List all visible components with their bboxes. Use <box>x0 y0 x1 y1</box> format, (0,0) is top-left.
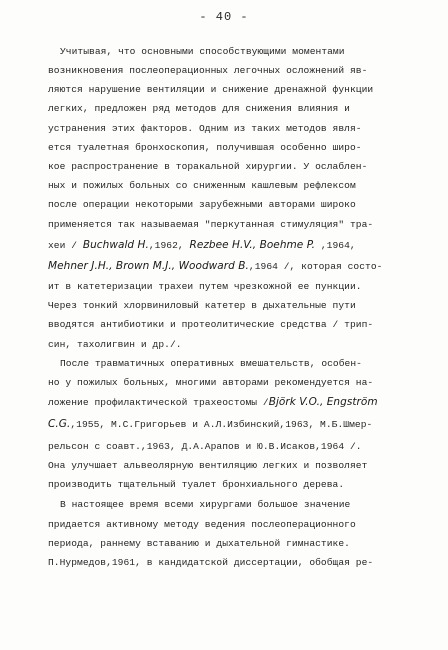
typed-text: ложение профилактической трахеостомы / <box>48 397 269 408</box>
text-line <box>48 102 350 115</box>
text-line <box>48 260 382 273</box>
typed-text: ляются нарушение вентиляции и снижение дренажной функции <box>48 84 374 95</box>
handwritten-citation: Björk V.O., Engström <box>268 396 378 408</box>
text-line <box>48 198 356 211</box>
text-line <box>48 218 373 231</box>
typed-text: легких, предложен ряд методов для снижения влияния и <box>48 103 350 114</box>
text-line <box>48 299 356 312</box>
text-line <box>48 239 356 252</box>
typed-text: П.Нурмедов,1961, в кандидатской диссертации, обобщая ре- <box>48 557 374 568</box>
handwritten-citation: Buchwald H. <box>82 239 149 251</box>
typed-text: придается активному методу ведения послеоперационного <box>48 519 356 530</box>
text-line <box>48 396 378 409</box>
text-line <box>48 338 182 351</box>
text-line <box>48 418 372 431</box>
text-line <box>60 357 362 370</box>
text-line <box>48 518 356 531</box>
text-line <box>48 318 373 331</box>
handwritten-citation: C.G. <box>48 418 71 430</box>
typed-text: ных и пожилых больных со сниженным кашлевым рефлексом <box>48 180 356 191</box>
typed-text: ется туалетная бронхоскопия, получившая особенно широ- <box>48 142 362 153</box>
typed-text: возникновения послеоперационных легочных осложнений яв- <box>48 65 368 76</box>
text-line <box>48 537 350 550</box>
text-line <box>48 141 362 154</box>
typed-text: Через тонкий хлорвиниловый катетер в дыхательные пути <box>48 300 356 311</box>
typed-text: В настоящее время всеми хирургами большое значение <box>60 499 351 510</box>
text-line <box>60 45 345 58</box>
typed-text: кое распространение в торакальной хирургии. У ослаблен- <box>48 161 368 172</box>
text-line <box>48 280 362 293</box>
typed-text: син, тахолигвин и др./. <box>48 339 182 350</box>
typed-text: ,1962, <box>148 240 190 251</box>
text-line <box>48 160 367 173</box>
text-line <box>48 478 344 491</box>
typed-text: после операции некоторыми зарубежными авторами широко <box>48 199 356 210</box>
text-line <box>48 556 373 569</box>
text-line <box>60 498 350 511</box>
text-line <box>48 179 356 192</box>
typed-text: После травматичных оперативных вмешательств, особен- <box>60 358 362 369</box>
text-line <box>48 459 367 472</box>
typed-text: но у пожилых больных, многими авторами рекомендуется на- <box>48 377 374 388</box>
typed-text: периода, раннему вставанию и дыхательной гимнастике. <box>48 538 350 549</box>
typed-text: Она улучшает альвеолярную вентиляцию легких и позволяет <box>48 460 368 471</box>
typed-text: применяется так называемая "перкутанная стимуляция" тра- <box>48 219 374 230</box>
handwritten-citation: Rezbee H.V., Boehme P. <box>189 239 316 251</box>
page-number: - 40 - <box>199 10 249 24</box>
typed-text: рельсон с соавт.,1963, Д.А.Арапов и Ю.В.Исаков,1964 /. <box>48 441 362 452</box>
typed-text: ,1955, М.С.Григорьев и А.Л.Избинский,1963, М.Б.Шмер- <box>70 419 373 430</box>
text-line <box>48 376 373 389</box>
typed-text: вводятся антибиотики и протеолитические средства / трип- <box>48 319 374 330</box>
typed-text: ит в катетеризации трахеи путем чрезкожной ее пункции. <box>48 281 362 292</box>
typed-text: производить тщательный туалет бронхиального дерева. <box>48 479 345 490</box>
typed-text: Учитывая, что основными способствующими моментами <box>60 46 345 57</box>
text-line <box>48 440 362 453</box>
text-line <box>48 122 362 135</box>
text-line <box>48 64 367 77</box>
typed-text: ,1964, <box>315 240 356 251</box>
typed-text: устранения этих факторов. Одним из таких методов явля- <box>48 123 362 134</box>
text-line <box>48 83 373 96</box>
typed-text: хеи / <box>48 240 83 251</box>
handwritten-citation: Mehner J.H., Brown M.J., Woodward B. <box>48 260 249 272</box>
typed-text: ,1964 /, которая состо- <box>248 261 383 272</box>
